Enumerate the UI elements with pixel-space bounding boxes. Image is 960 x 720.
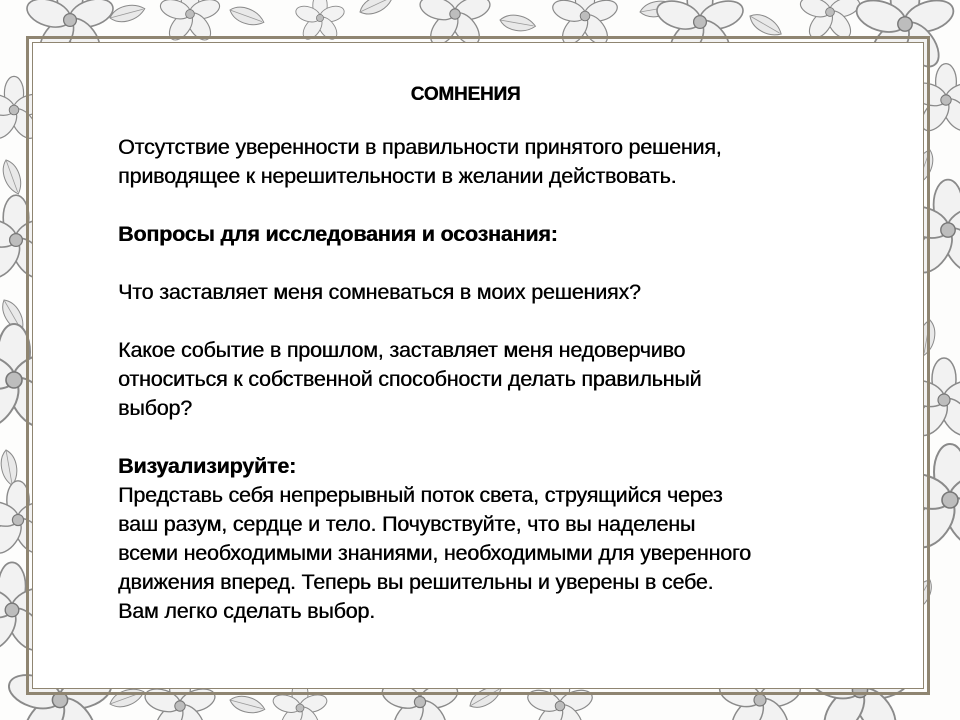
definition-text: Отсутствие уверенности в правильности принятого решения, приводящее к нерешительности в желании действовать. xyxy=(118,135,722,188)
question-2: Какое событие в прошлом, заставляет меня недоверчиво относиться к собственной способности делать правильный выбор? xyxy=(118,338,702,420)
slide-text xyxy=(118,80,858,626)
visualize-text: Представь себя непрерывный поток света, струящийся через ваш разум, сердце и тело. Почувствуйте, что вы наделены всеми необходимыми знаниями, необходимыми для уверенного движения вперед. Теперь вы решительны и уверены в себе. Вам легко сделать выбор. xyxy=(118,483,751,623)
question-1: Что заставляет меня сомневаться в моих решениях? xyxy=(118,280,641,304)
slide-title: СОМНЕНИЯ xyxy=(410,84,521,105)
questions-heading: Вопросы для исследования и осознания: xyxy=(118,222,558,246)
visualize-heading: Визуализируйте: xyxy=(118,454,296,478)
